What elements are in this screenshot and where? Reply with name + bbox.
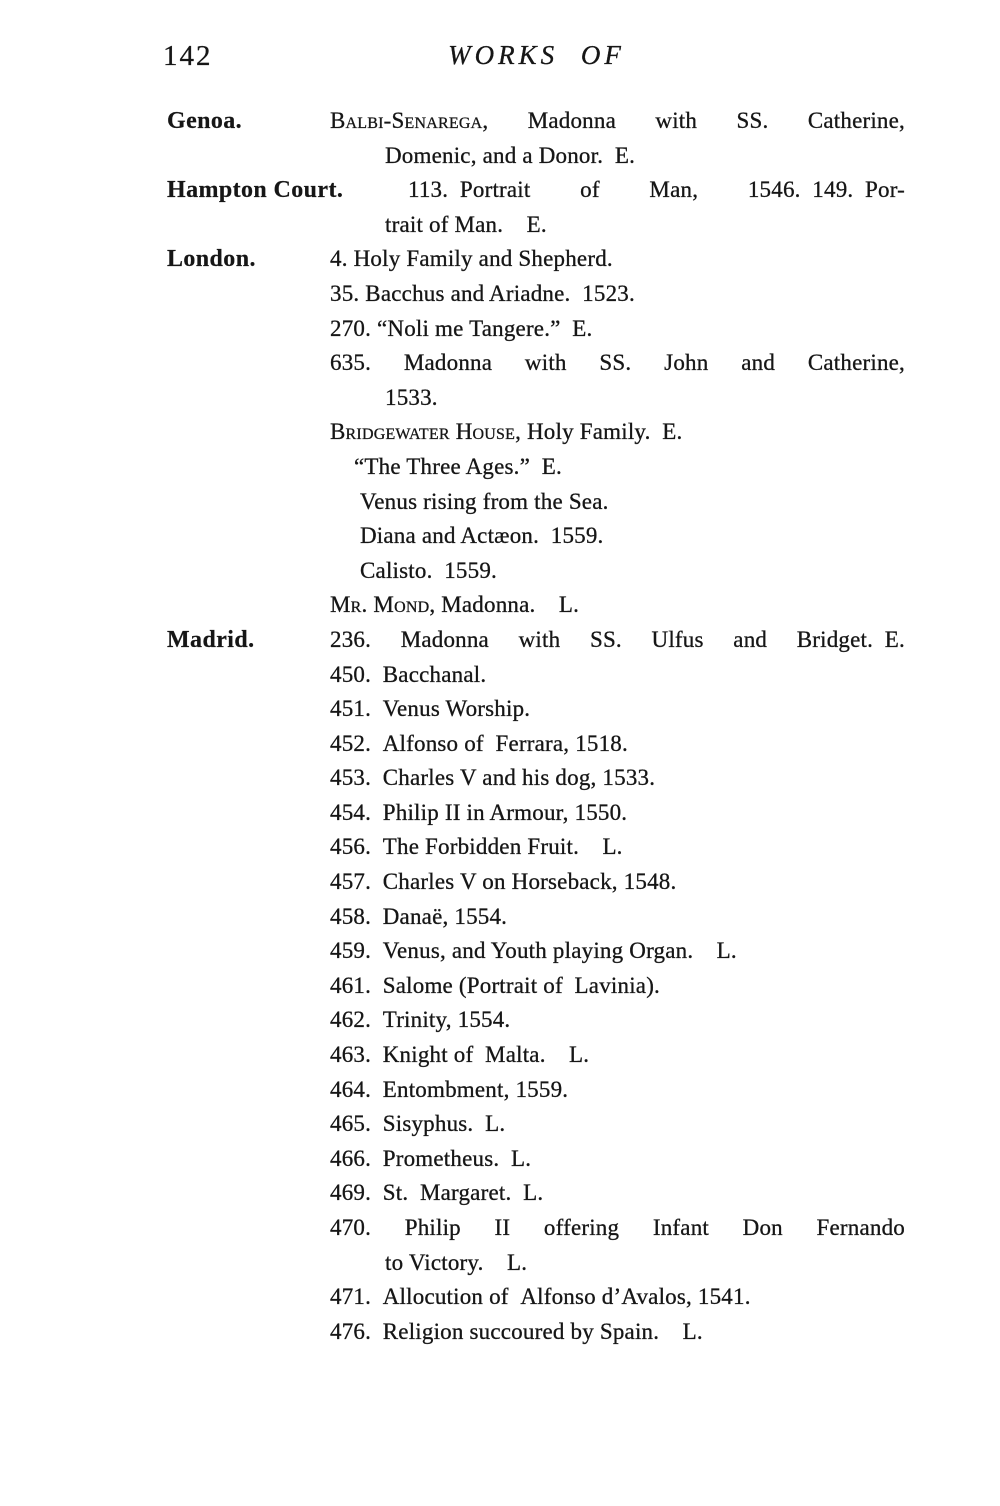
entry-text: to Victory. L. bbox=[385, 1249, 528, 1275]
gallery-name: Mr. Mond, bbox=[330, 592, 436, 618]
entry-text: 270. “Noli me Tangere.” E. bbox=[330, 315, 593, 341]
entry-text: Madonna. L. bbox=[435, 592, 580, 618]
entry-text: 464. Entombment, 1559. bbox=[330, 1076, 569, 1102]
entry-text: 456. The Forbidden Fruit. L. bbox=[330, 834, 623, 860]
entry-line bbox=[330, 692, 905, 727]
entry-line bbox=[330, 1107, 905, 1142]
location-label-genoa: Genoa. bbox=[167, 108, 243, 134]
entry-line bbox=[330, 900, 905, 935]
gallery-name: Bridgewater House, bbox=[330, 419, 522, 445]
entry-line bbox=[330, 588, 905, 623]
entry-line bbox=[330, 450, 905, 485]
entry-text: 451. Venus Worship. bbox=[330, 696, 531, 722]
entry-text: 454. Philip II in Armour, 1550. bbox=[330, 799, 628, 825]
entry-line bbox=[330, 1211, 905, 1246]
entry-text: 450. Bacchanal. bbox=[330, 661, 487, 687]
entry-text: 452. Alfonso of Ferrara, 1518. bbox=[330, 730, 628, 756]
entry-line bbox=[330, 1246, 905, 1281]
entry-line bbox=[330, 381, 905, 416]
entry-text: 236. Madonna with SS. Ulfus and Bridget. E. bbox=[330, 626, 905, 652]
entry-line bbox=[330, 969, 905, 1004]
entry-text: 461. Salome (Portrait of Lavinia). bbox=[330, 972, 661, 998]
entry-line bbox=[330, 796, 905, 831]
gallery-name: Balbi-Senarega, bbox=[330, 108, 489, 133]
page-number: 142 bbox=[163, 40, 213, 72]
entry-text: 4. Holy Family and Shepherd. bbox=[330, 246, 613, 272]
entry-text: 35. Bacchus and Ariadne. 1523. bbox=[330, 280, 635, 306]
entry-line bbox=[330, 934, 905, 969]
entry-line bbox=[330, 830, 905, 865]
entry-text: 463. Knight of Malta. L. bbox=[330, 1042, 590, 1068]
entry-line bbox=[330, 1142, 905, 1177]
entry-text: Holy Family. E. bbox=[521, 419, 683, 445]
entry-line bbox=[330, 485, 905, 520]
entry-text: Calisto. 1559. bbox=[360, 557, 497, 583]
entry-text: 457. Charles V on Horseback, 1548. bbox=[330, 869, 677, 895]
entry-text: 469. St. Margaret. L. bbox=[330, 1180, 544, 1206]
entry-line bbox=[330, 415, 905, 450]
entry-text: 476. Religion succoured by Spain. L. bbox=[330, 1318, 703, 1344]
entry-text: Domenic, and a Donor. E. bbox=[385, 142, 636, 168]
entry-line bbox=[330, 208, 905, 243]
running-head: WORKS OF bbox=[448, 40, 625, 70]
entry-text: 1533. bbox=[385, 384, 438, 410]
entry-line bbox=[330, 761, 905, 796]
entry-line bbox=[330, 173, 905, 208]
entry-line bbox=[330, 1280, 905, 1315]
entry-text: 462. Trinity, 1554. bbox=[330, 1007, 511, 1033]
entry-text: 113. Portrait of Man, 1546. 149. Por- bbox=[408, 177, 905, 203]
entry-line bbox=[330, 658, 905, 693]
entry-line bbox=[330, 1073, 905, 1108]
entry-text: Diana and Actæon. 1559. bbox=[360, 523, 604, 549]
entry-line bbox=[330, 1003, 905, 1038]
entry-text: 453. Charles V and his dog, 1533. bbox=[330, 765, 656, 791]
entry-text: 471. Allocution of Alfonso d’Avalos, 1541. bbox=[330, 1284, 751, 1310]
entry-line bbox=[330, 1038, 905, 1073]
entry-line bbox=[330, 727, 905, 762]
entry-line bbox=[330, 277, 905, 312]
entry-line bbox=[330, 1176, 905, 1211]
location-label-hampton-court: Hampton Court. bbox=[167, 177, 344, 204]
entry-text: trait of Man. E. bbox=[385, 211, 547, 237]
entry-text: 459. Venus, and Youth playing Organ. L. bbox=[330, 938, 737, 964]
entry-text: 466. Prometheus. L. bbox=[330, 1145, 532, 1171]
entry-line bbox=[330, 1315, 905, 1350]
entry-line bbox=[330, 139, 905, 174]
entry-text: 465. Sisyphus. L. bbox=[330, 1111, 506, 1137]
entry-line bbox=[330, 623, 905, 658]
entry-line bbox=[330, 104, 905, 139]
catalog-list bbox=[167, 104, 905, 1349]
entry-text: 470. Philip II offering Infant Don Fernando bbox=[330, 1215, 905, 1240]
entry-line bbox=[330, 312, 905, 347]
entry-line bbox=[330, 346, 905, 381]
entry-text: Madonna with SS. Catherine, bbox=[488, 108, 905, 133]
entry-text: Venus rising from the Sea. bbox=[360, 488, 609, 514]
entry-text: 458. Danaë, 1554. bbox=[330, 903, 508, 929]
entry-text: “The Three Ages.” E. bbox=[354, 453, 562, 479]
location-label-madrid: Madrid. bbox=[167, 627, 255, 653]
entry-line bbox=[330, 519, 905, 554]
location-label-london: London. bbox=[167, 246, 256, 273]
entry-line bbox=[330, 865, 905, 900]
entry-text: 635. Madonna with SS. John and Catherine, bbox=[330, 350, 905, 376]
entry-line bbox=[330, 554, 905, 589]
entry-line bbox=[330, 242, 905, 277]
